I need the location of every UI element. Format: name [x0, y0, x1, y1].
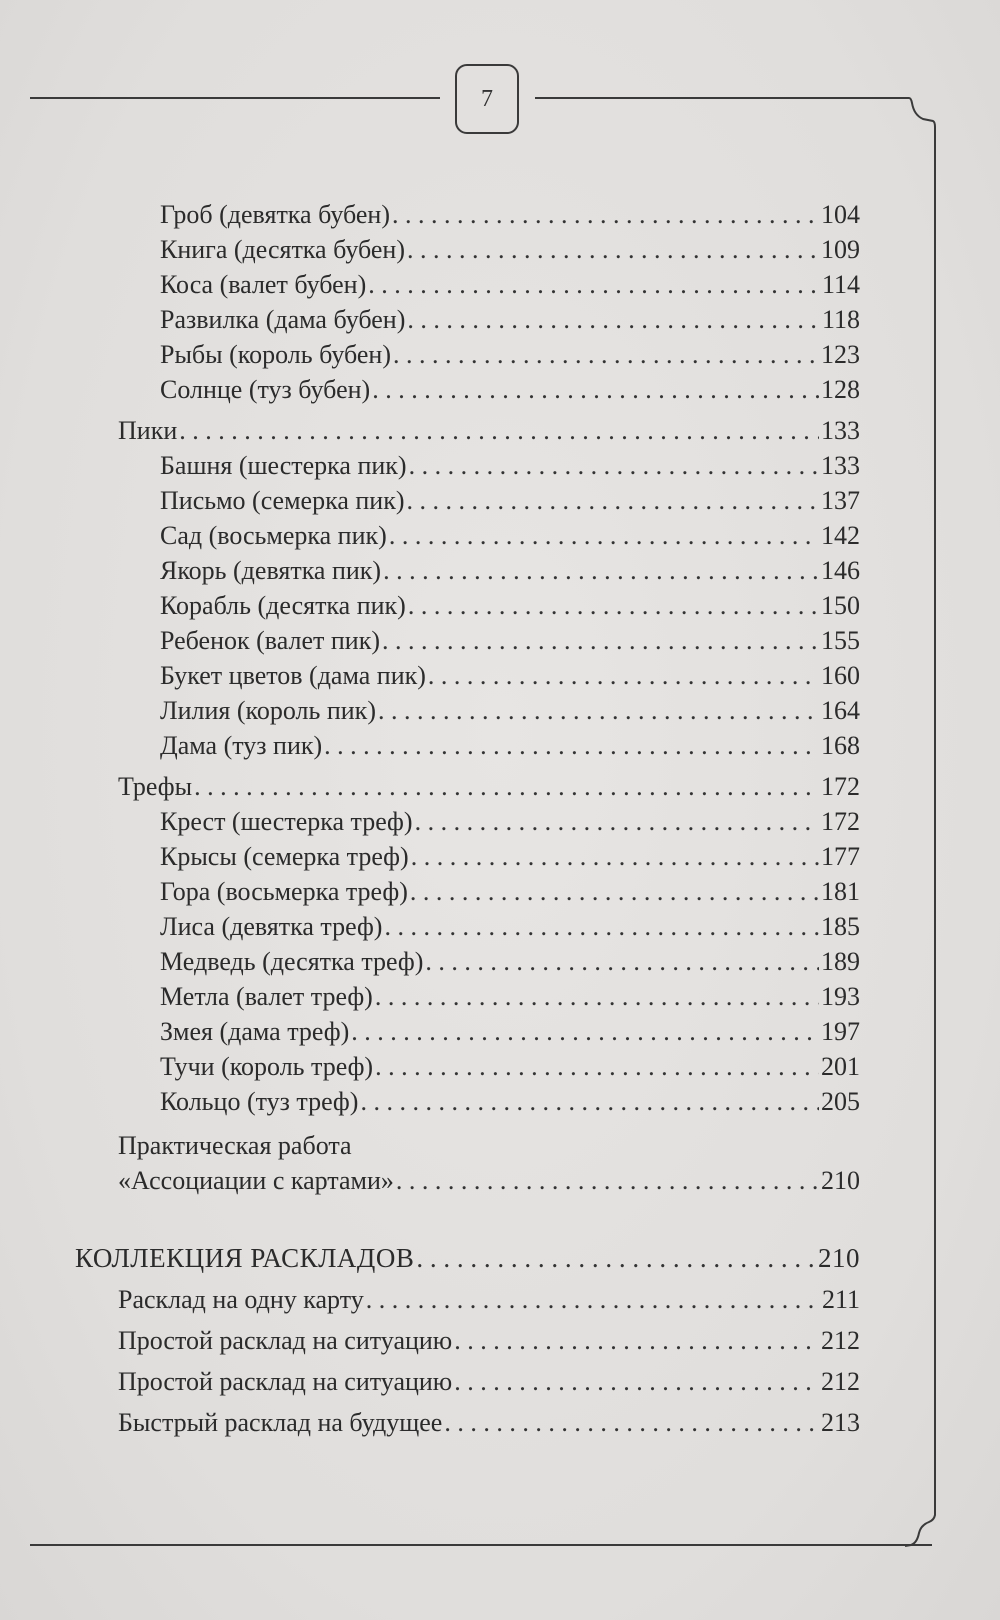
toc-entry[interactable]	[160, 523, 860, 549]
toc-entry-page: 109	[821, 235, 860, 264]
toc-entry-page: 189	[821, 947, 860, 976]
toc-entry[interactable]	[160, 237, 860, 263]
top-rule-right	[535, 97, 898, 99]
toc-entry[interactable]	[160, 663, 860, 689]
toc-entry-page: 114	[821, 270, 860, 299]
toc-entry[interactable]	[160, 949, 860, 975]
toc-entry[interactable]	[160, 342, 860, 368]
toc-entry-title: КОЛЛЕКЦИЯ РАСКЛАДОВ	[75, 1243, 415, 1273]
toc-entry[interactable]	[160, 453, 860, 479]
toc-entry-page: 118	[821, 305, 860, 334]
toc-entry-title: Дама (туз пик)	[160, 731, 323, 760]
toc-entry-page: 201	[821, 1052, 860, 1081]
toc-entry-page: 142	[821, 521, 860, 550]
toc-entry-title: Расклад на одну карту	[118, 1285, 364, 1314]
toc-entry[interactable]	[160, 377, 860, 403]
toc-entry-title: Змея (дама треф)	[160, 1017, 350, 1046]
toc-entry-page: 133	[821, 416, 860, 445]
toc-practical-entry[interactable]	[118, 1168, 860, 1194]
toc-entry-page: 211	[821, 1285, 860, 1314]
toc-entry-page: 160	[821, 661, 860, 690]
side-rule	[934, 130, 936, 1512]
toc-entry-page: 168	[821, 731, 860, 760]
toc-entry-page: 172	[821, 807, 860, 836]
toc-entry-title: Пики	[118, 416, 178, 445]
toc-entry-title: Лиса (девятка треф)	[160, 912, 383, 941]
toc-entry-page: 172	[821, 772, 860, 801]
toc-entry-page: 123	[821, 340, 860, 369]
toc-entry-title: «Ассоциации с картами»	[118, 1166, 394, 1195]
bottom-rule	[30, 1544, 932, 1546]
toc-entry-title: Быстрый расклад на будущее	[118, 1408, 443, 1437]
toc-entry[interactable]	[118, 1410, 860, 1436]
toc-practical-line1[interactable]: Практическая работа	[118, 1131, 352, 1160]
toc-entry-page: 212	[821, 1367, 860, 1396]
toc-entry-title: Крест (шестерка треф)	[160, 807, 413, 836]
toc-entry[interactable]	[160, 984, 860, 1010]
toc-entry-page: 210	[818, 1243, 860, 1273]
toc-entry-page: 212	[821, 1326, 860, 1355]
toc-entry[interactable]	[160, 914, 860, 940]
toc-entry-title: Сад (восьмерка пик)	[160, 521, 387, 550]
toc-entry-title: Развилка (дама бубен)	[160, 305, 406, 334]
toc-entry[interactable]	[160, 844, 860, 870]
toc-section-piki[interactable]	[118, 418, 860, 444]
toc-entry-title: Гора (восьмерка треф)	[160, 877, 408, 906]
toc-entry[interactable]	[160, 1089, 860, 1115]
toc-entry-title: Башня (шестерка пик)	[160, 451, 407, 480]
toc-entry-title: Рыбы (король бубен)	[160, 340, 391, 369]
toc-entry-page: 210	[821, 1166, 860, 1195]
toc-entry[interactable]	[160, 488, 860, 514]
toc-entry-page: 128	[821, 375, 860, 404]
toc-entry-page: 133	[821, 451, 860, 480]
toc-entry[interactable]	[160, 1019, 860, 1045]
toc-entry-title: Крысы (семерка треф)	[160, 842, 409, 871]
toc-entry-title: Солнце (туз бубен)	[160, 375, 371, 404]
toc-entry-title: Ребенок (валет пик)	[160, 626, 380, 655]
frame-corner-top	[895, 95, 940, 135]
toc-entry-title: Метла (валет треф)	[160, 982, 373, 1011]
toc-entry-page: 155	[821, 626, 860, 655]
toc-entry-title: Лилия (король пик)	[160, 696, 376, 725]
toc-entry[interactable]	[160, 593, 860, 619]
toc-entry-page: 197	[821, 1017, 860, 1046]
page-number: 7	[455, 64, 519, 134]
toc-entry-page: 177	[821, 842, 860, 871]
toc-entry-page: 164	[821, 696, 860, 725]
toc-entry-page: 213	[821, 1408, 860, 1437]
toc-entry-title: Простой расклад на ситуацию	[118, 1367, 453, 1396]
toc-entry[interactable]	[160, 879, 860, 905]
toc-entry-page: 205	[821, 1087, 860, 1116]
toc-entry-title: Якорь (девятка пик)	[160, 556, 382, 585]
top-rule-left	[30, 97, 440, 99]
toc-entry-title: Медведь (десятка треф)	[160, 947, 424, 976]
toc-section-collection[interactable]	[75, 1245, 860, 1272]
toc-entry[interactable]	[118, 1287, 860, 1313]
toc-entry[interactable]	[118, 1369, 860, 1395]
toc-entry-title: Тучи (король треф)	[160, 1052, 374, 1081]
toc-entry[interactable]	[160, 307, 860, 333]
toc-entry[interactable]	[160, 698, 860, 724]
toc-entry-page: 137	[821, 486, 860, 515]
toc-entry-page: 104	[821, 200, 860, 229]
frame-corner-bottom	[905, 1505, 945, 1550]
toc-entry[interactable]	[160, 809, 860, 835]
toc-entry-title: Гроб (девятка бубен)	[160, 200, 390, 229]
toc-entry[interactable]	[160, 558, 860, 584]
toc-entry[interactable]	[160, 1054, 860, 1080]
toc-entry-title: Коса (валет бубен)	[160, 270, 367, 299]
toc-section-trefy[interactable]	[118, 774, 860, 800]
toc-entry-page: 181	[821, 877, 860, 906]
toc-entry-title: Простой расклад на ситуацию	[118, 1326, 453, 1355]
toc-entry[interactable]	[160, 272, 860, 298]
toc-entry-page: 193	[821, 982, 860, 1011]
toc-entry-title: Трефы	[118, 772, 193, 801]
toc-entry-page: 150	[821, 591, 860, 620]
toc-entry-title: Корабль (десятка пик)	[160, 591, 406, 620]
toc-entry-title: Книга (десятка бубен)	[160, 235, 405, 264]
toc-entry-page: 185	[821, 912, 860, 941]
toc-entry[interactable]	[118, 1328, 860, 1354]
toc-entry[interactable]	[160, 202, 860, 228]
toc-entry-title: Букет цветов (дама пик)	[160, 661, 426, 690]
toc-entry[interactable]	[160, 628, 860, 654]
toc-entry[interactable]	[160, 733, 860, 759]
toc-entry-title: Кольцо (туз треф)	[160, 1087, 359, 1116]
toc-entry-page: 146	[821, 556, 860, 585]
toc-entry-title: Письмо (семерка пик)	[160, 486, 405, 515]
